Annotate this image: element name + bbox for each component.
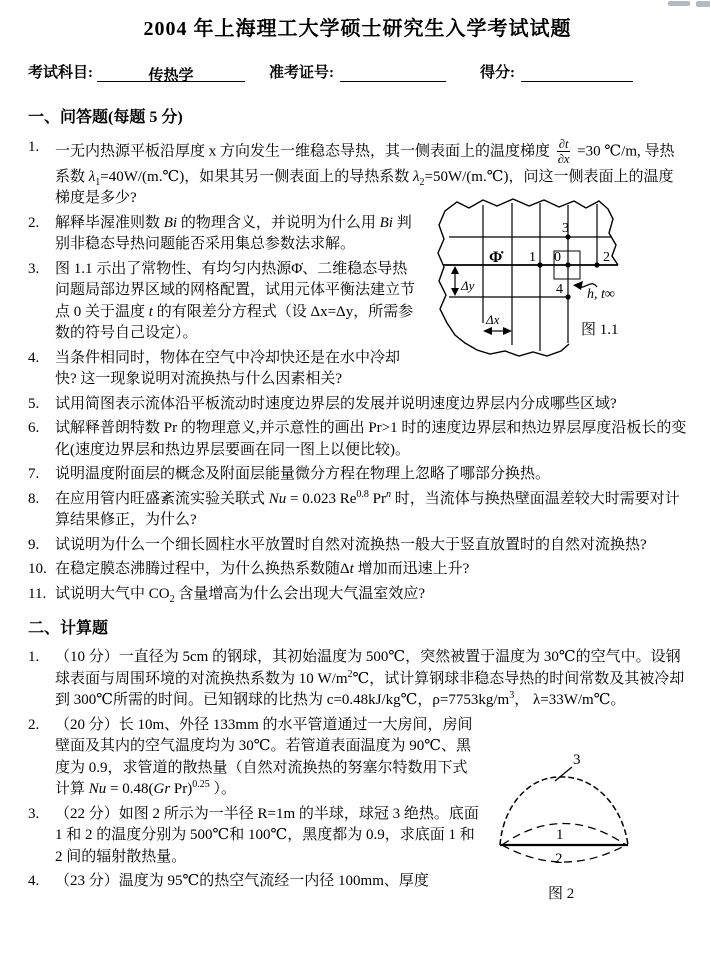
question-item <box>28 647 687 712</box>
question-text <box>55 489 687 532</box>
text-run: 判别非稳态导热问题能否采用集总参数法求解。 <box>55 214 412 253</box>
text-run: 试说明大气中 CO <box>55 585 170 602</box>
subject-field: 传热学 <box>97 64 245 82</box>
text-run: ）。 <box>209 781 237 798</box>
node-2-label: 2 <box>603 250 610 265</box>
question-text <box>55 464 687 486</box>
question-item <box>28 584 687 606</box>
section2-heading: 二、计算题 <box>28 620 109 638</box>
node-4-label: 4 <box>556 282 563 297</box>
delta-x-arrow <box>483 327 512 335</box>
text-run: n <box>386 488 391 500</box>
delta-y-arrow <box>451 266 459 296</box>
math-fraction <box>557 137 571 167</box>
text-run: λ <box>88 168 96 185</box>
subject-label: 考试科目: <box>28 65 93 81</box>
text-run: Gr <box>153 781 171 798</box>
fraction-numerator: ∂t <box>558 137 569 151</box>
question-text <box>55 418 687 461</box>
text-run: 0.8 <box>356 488 369 500</box>
text-run: 3 <box>509 690 515 702</box>
question-number: 2. <box>28 716 40 733</box>
question-number: 8. <box>28 490 40 507</box>
question-item <box>28 559 687 581</box>
question-number: 4. <box>28 873 40 890</box>
heat-source-symbol: Φ̇ <box>489 249 503 266</box>
delta-y-label: Δy <box>461 278 475 293</box>
label-3-pointer <box>555 767 572 781</box>
node-1-label: 1 <box>529 250 536 265</box>
question-text <box>55 647 687 712</box>
text-run: 试用简图表示流体沿平板流动时速度边界层的发展并说明速度边界层内分成哪些区域? <box>55 395 617 412</box>
text-run: 的有限差分方程式（设 Δx=Δy，所需参数的符号自己设定）。 <box>55 303 414 342</box>
surface-1-label: 1 <box>556 827 564 843</box>
text-run: =50W/(m.℃)，问这一侧表面上的温度梯度是多少? <box>55 168 674 207</box>
question-item <box>28 394 687 416</box>
figure-1-1-drawing <box>435 193 645 363</box>
text-run: 增加而迅速上升? <box>353 561 470 578</box>
text-run: Pr) <box>170 781 193 798</box>
text-run: 图 1.1 示出了常物性、有均匀内热源Φ̇、二维稳态导热问题局部边界区域的网格配置，试用元体平衡法建立节点 0 关于温度 <box>55 260 416 320</box>
text-run: 含量增高为什么会出现大气温室效应? <box>174 585 426 602</box>
text-run: 在应用管内旺盛紊流实验关联式 <box>55 490 269 507</box>
figure-2 <box>493 746 683 919</box>
question-text <box>55 394 687 416</box>
question-number: 1. <box>28 139 40 155</box>
text-run: 的物理含义，并说明为什么用 <box>177 214 380 231</box>
text-run: Nu <box>268 490 287 507</box>
question-number: 3. <box>28 805 40 822</box>
text-run: = 0.023 Re <box>286 490 357 507</box>
question-item <box>28 418 687 461</box>
text-run: =30 ℃/m, 导热系数 <box>55 143 675 185</box>
question-text <box>55 804 482 869</box>
question-number: 6. <box>28 420 40 437</box>
node-3-label: 3 <box>562 221 569 236</box>
section1-heading: 一、问答题(每题 5 分) <box>28 109 183 126</box>
text-run: Bi <box>379 214 393 231</box>
question-number: 5. <box>28 395 40 412</box>
question-number: 2. <box>28 214 40 231</box>
text-run: 一无内热源平板沿厚度 x 方向发生一维稳态导热，其一侧表面上的温度梯度 <box>55 143 554 160</box>
question-text <box>55 213 417 256</box>
text-run: 2 <box>419 176 425 188</box>
question-number: 4. <box>28 349 40 366</box>
admission-number-field <box>340 64 446 82</box>
text-run: t <box>148 303 153 320</box>
admission-number-label: 准考证号: <box>269 65 334 81</box>
delta-x-label: Δx <box>486 312 500 327</box>
text-run: 2 <box>169 593 175 605</box>
question-number: 1. <box>28 649 40 666</box>
text-run: 说明温度附面层的概念及附面层能量微分方程在物理上忽略了哪部分换热。 <box>55 466 551 483</box>
question-text <box>55 535 687 557</box>
question-text <box>55 715 482 801</box>
text-run: 在稳定膜态沸腾过程中，为什么换热系数随Δ <box>55 561 350 578</box>
question-text <box>55 584 687 606</box>
question-number: 3. <box>28 260 40 277</box>
text-run: 时，当流体与换热壁面温差较大时需要对计算结果修正，为什么? <box>55 490 680 529</box>
question-number: 10. <box>28 561 47 578</box>
inner-dashed-dome <box>502 824 626 846</box>
text-run: 试说明为什么一个细长圆柱水平放置时自然对流换热一般大于竖直放置时的自然对流换热? <box>55 536 647 553</box>
figure-2-caption: 图 2 <box>548 886 575 902</box>
scan-smudge <box>668 1 690 6</box>
text-run: Pr <box>368 490 386 507</box>
node-0-label: 0 <box>554 250 561 265</box>
text-run: 0.25 <box>192 779 210 791</box>
text-run: ， λ=33W/m℃。 <box>514 692 626 709</box>
text-run: 试解释普朗特数 Pr 的物理意义,并示意性的画出 Pr>1 时的速度边界层和热边界层厚度沿板长的变化(速度边界层和热边界层要画在同一图上以便比较)。 <box>55 420 687 458</box>
text-run: Nu <box>88 781 107 798</box>
text-run: t <box>349 561 354 578</box>
question-text <box>55 348 417 391</box>
text-run: 2 <box>347 668 353 680</box>
text-run: =40W/(m.℃)，如果其另一侧表面上的导热系数 <box>100 168 413 185</box>
text-run: （10 分）一直径为 5cm 的钢球，其初始温度为 500℃，突然被置于温度为 30℃的空气中。设钢球表面与周围环境的对流换热系数为 10 W/m <box>55 649 681 687</box>
text-run: （22 分）如图 2 所示为一半径 R=1m 的半球，球冠 3 绝热。底面 1 和 2 的温度分别为 500℃和 100℃，黑度都为 0.9，求底面 1 和 2 间的辐射散热量。 <box>55 805 479 865</box>
question-number: 11. <box>28 585 47 602</box>
question-number: 9. <box>28 536 40 553</box>
question-text <box>55 559 687 581</box>
surface-3-label: 3 <box>573 752 581 768</box>
question-item <box>28 489 687 532</box>
fraction-denominator: ∂x <box>557 152 570 167</box>
exam-title: 2004 年上海理工大学硕士研究生入学考试试题 <box>143 18 572 40</box>
text-run: 当条件相同时，物体在空气中冷却快还是在水中冷却快? 这一现象说明对流换热与什么因素相关? <box>55 349 401 388</box>
surface-2-label: 2 <box>555 851 563 867</box>
text-run: （20 分）长 10m、外径 133mm 的水平管道通过一大房间，房间壁面及其内的空气温度均为 30℃。若管道表面温度为 90℃、黑度为 0.9，求管道的散热量（自然对流换热的努塞尔特数用下式计算 <box>55 716 473 798</box>
text-run: （23 分）温度为 95℃的热空气流经一内径 100mm、厚度 <box>55 873 429 890</box>
score-field <box>521 64 633 82</box>
text-run: 解释毕渥准则数 <box>55 214 164 231</box>
question-item <box>28 535 687 557</box>
text-run: = 0.48( <box>106 781 154 798</box>
scan-smudge <box>696 1 710 7</box>
lower-dashed-curve <box>502 845 626 862</box>
score-label: 得分: <box>480 65 515 81</box>
fluid-label: h, t∞ <box>587 287 615 302</box>
text-run: 1 <box>95 176 101 188</box>
text-run: Bi <box>163 214 178 231</box>
question-number: 7. <box>28 466 40 483</box>
exam-header <box>28 61 687 82</box>
question-text <box>55 259 417 345</box>
question-item <box>28 464 687 486</box>
figure-1-1-caption: 图 1.1 <box>581 322 619 338</box>
figure-2-drawing <box>493 746 683 914</box>
figure-1-1 <box>435 193 645 368</box>
text-run: λ <box>413 168 420 185</box>
text-run: ℃，试计算钢球非稳态导热的时间常数及其被冷却到 300℃所需的时间。已知钢球的比热为 c=0.48kJ/kg℃，ρ=7753kg/m <box>55 670 685 709</box>
